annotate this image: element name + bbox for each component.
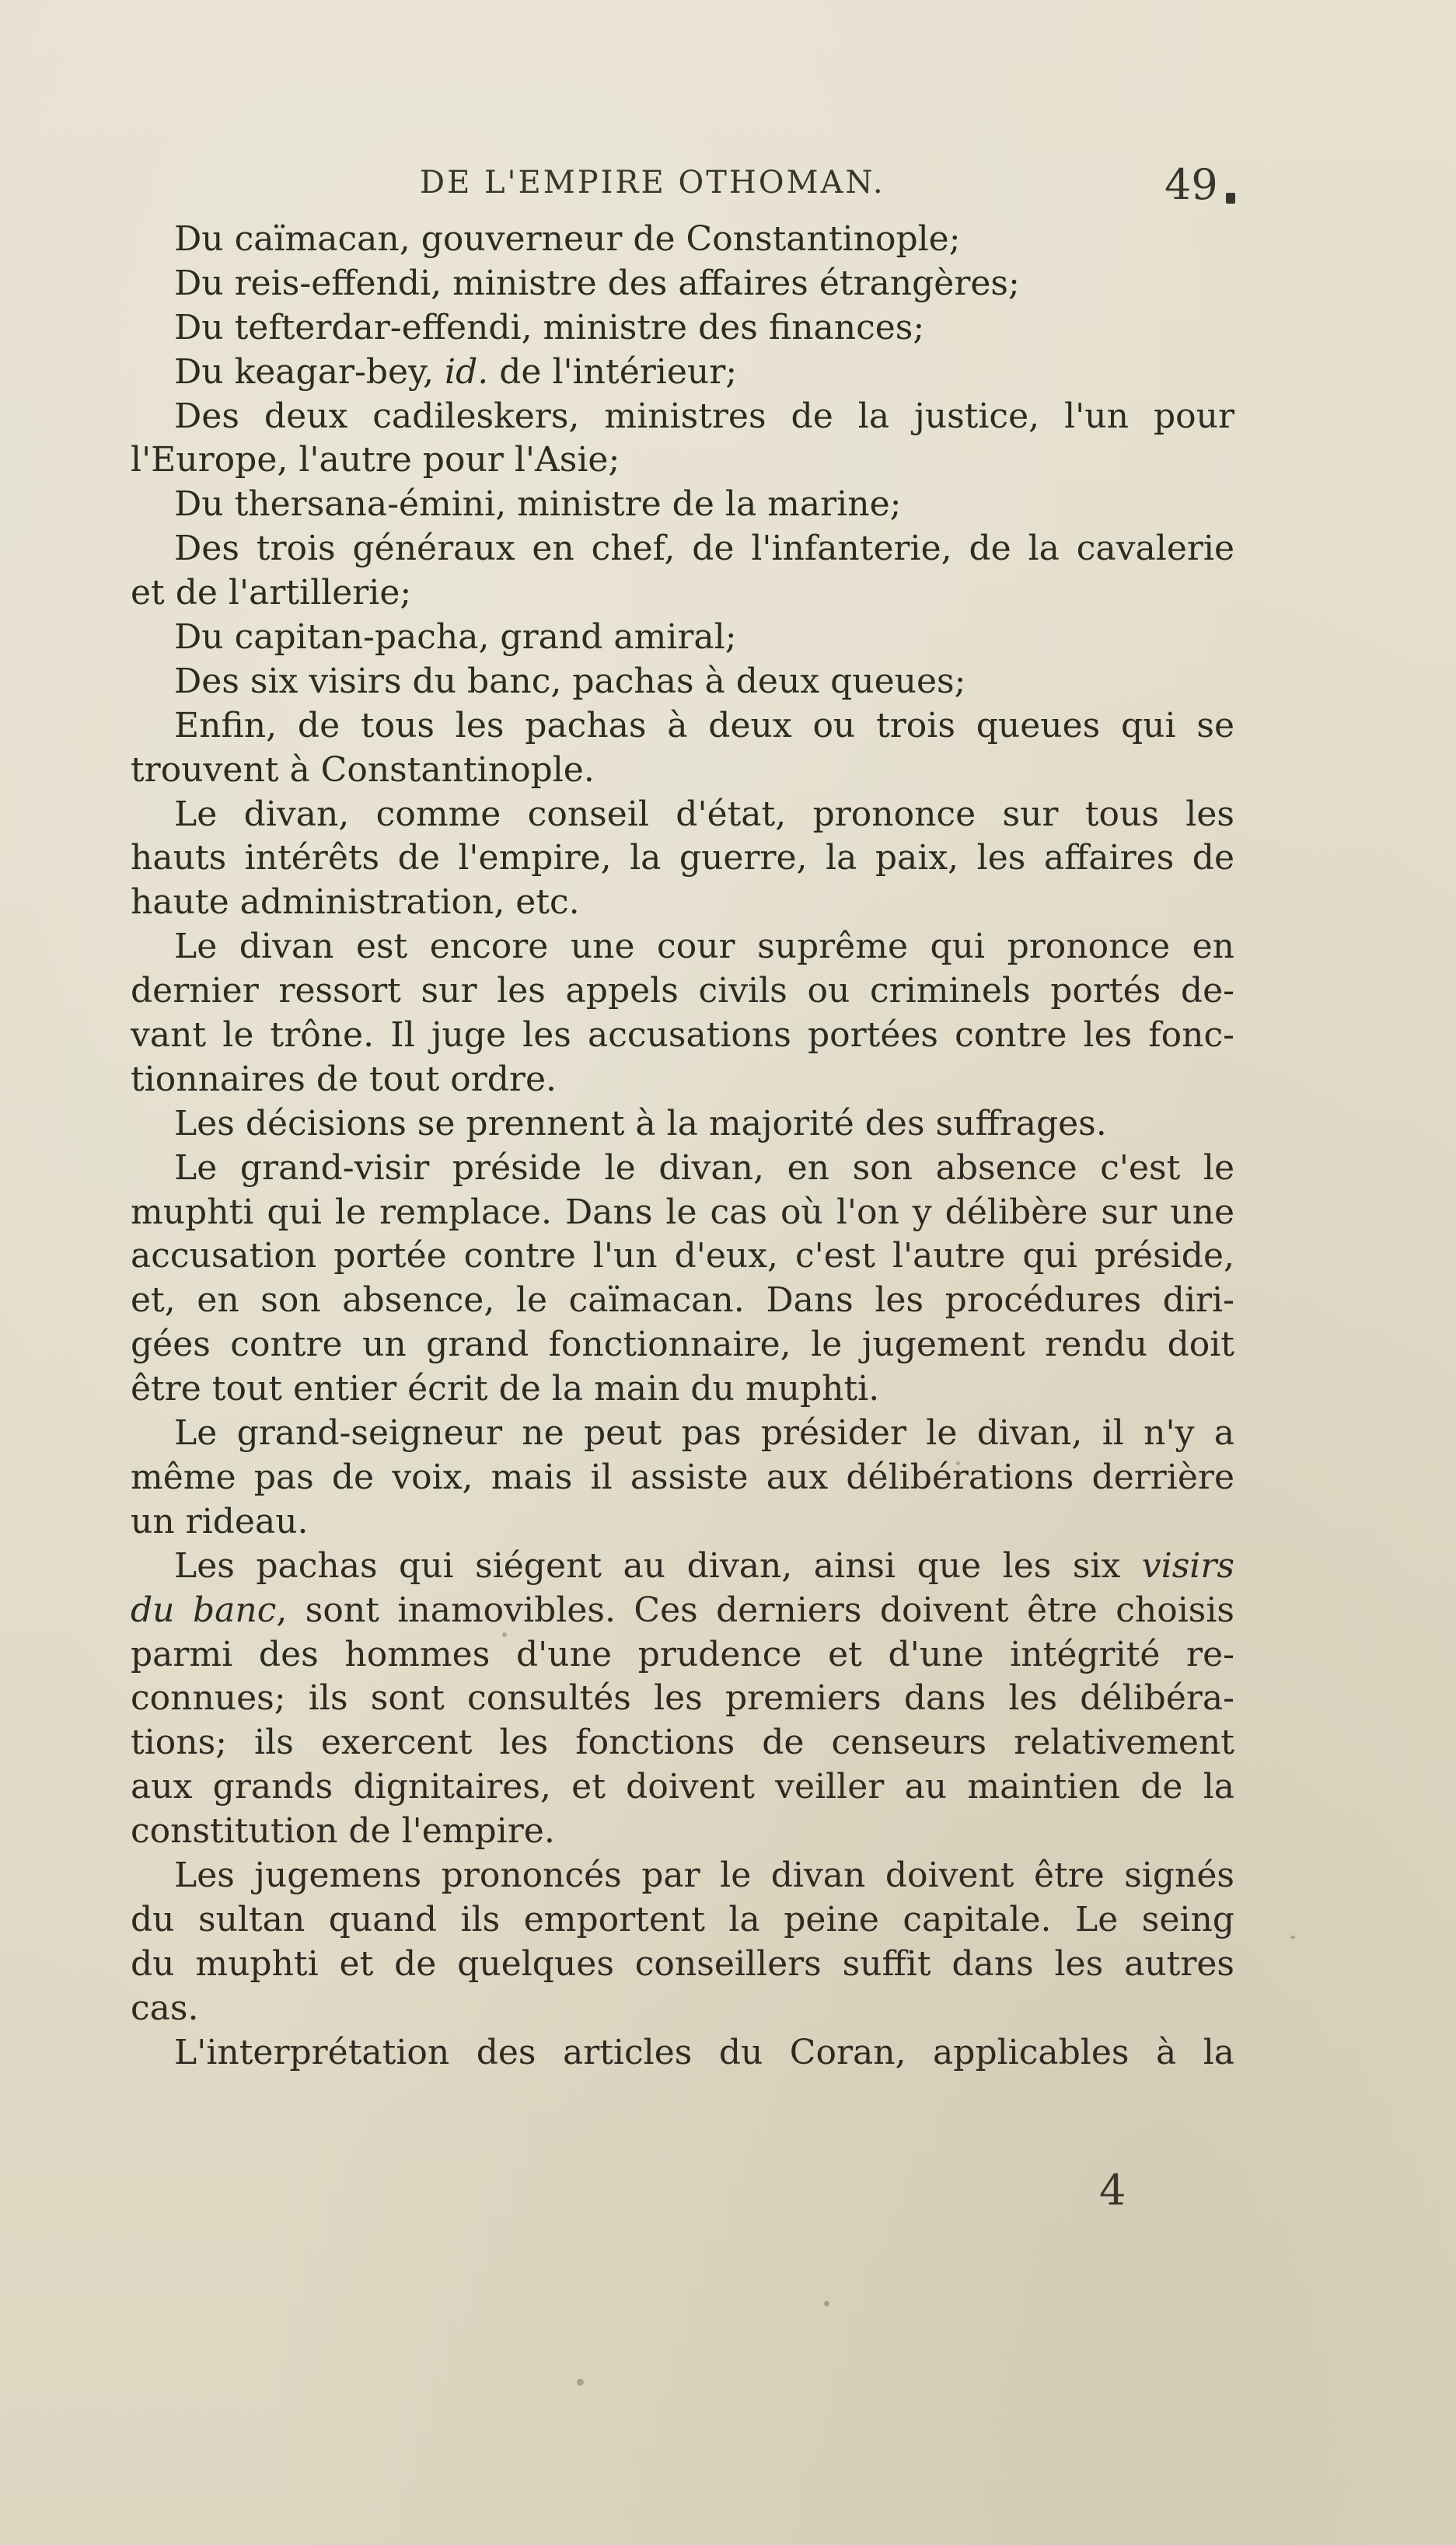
text-line: un rideau. [131,1501,309,1541]
text-line: muphti qui le remplace. Dans le cas où l'on y délibère sur une [131,1192,1234,1232]
text-line: et de l'artillerie; [131,573,412,613]
text-line: Des trois généraux en chef, de l'infanterie, de la cavalerie [174,529,1234,569]
text-line: du sultan quand ils emportent la peine capitale. Le seing [131,1899,1234,1939]
text-line: du banc, sont inamovibles. Ces derniers doivent être choisis [131,1590,1234,1630]
text-line: Du thersana-émini, ministre de la marine; [174,484,902,525]
body-text [131,218,1234,2075]
text-line: Enfin, de tous les pachas à deux ou trois queues qui se [174,705,1234,745]
text-line: haute administration, etc. [131,882,580,923]
text-line: L'interprétation des articles du Coran, applicables à la [174,2032,1234,2072]
text-line: dernier ressort sur les appels civils ou criminels portés de- [131,971,1234,1011]
text-line: du muphti et de quelques conseillers suffit dans les autres [131,1943,1234,1984]
running-head: DE L'EMPIRE OTHOMAN. [420,165,885,201]
text-line: Le grand-seigneur ne peut pas présider le divan, il n'y a [174,1413,1234,1454]
text-line: Du caïmacan, gouverneur de Constantinople; [174,219,961,259]
text-line: Les jugemens prononcés par le divan doivent être signés [174,1855,1234,1895]
ink-dot [1226,193,1235,204]
text-line: et, en son absence, le caïmacan. Dans les procédures diri- [131,1280,1234,1321]
text-line: cas. [131,1988,199,2028]
text-line: constitution de l'empire. [131,1811,555,1852]
text-line: Les décisions se prennent à la majorité des suffrages. [174,1103,1107,1143]
text-line: l'Europe, l'autre pour l'Asie; [131,440,620,480]
text-line: connues; ils sont consultés les premiers dans les délibéra- [131,1678,1234,1719]
page-number: 49 [1164,160,1218,209]
text-line: Le divan, comme conseil d'état, prononce sur tous les [174,794,1234,834]
text-line: hauts intérêts de l'empire, la guerre, la paix, les affaires de [131,838,1234,878]
signature-mark: 4 [1099,2166,1126,2215]
text-line: Le grand-visir préside le divan, en son absence c'est le [174,1147,1234,1188]
text-line: être tout entier écrit de la main du muphti. [131,1369,880,1409]
text-line: Les pachas qui siégent au divan, ainsi que les six visirs [174,1545,1234,1586]
text-line: parmi des hommes d'une prudence et d'une intégrité re- [131,1634,1234,1674]
text-line: Du capitan-pacha, grand amiral; [174,617,737,658]
text-line: même pas de voix, mais il assiste aux délibérations derrière [131,1457,1234,1497]
text-line: Le divan est encore une cour suprême qui prononce en [174,927,1234,967]
text-line: trouvent à Constantinople. [131,749,595,790]
text-line: aux grands dignitaires, et doivent veiller au maintien de la [131,1767,1234,1807]
text-line: Du keagar-bey, id. de l'intérieur; [174,351,738,392]
text-line: Du tefterdar-effendi, ministre des finances; [174,307,925,347]
text-line: vant le trône. Il juge les accusations portées contre les fonc- [131,1015,1234,1056]
text-line: Des deux cadileskers, ministres de la justice, l'un pour [174,396,1234,436]
text-line: gées contre un grand fonctionnaire, le jugement rendu doit [131,1325,1234,1365]
text-line: Des six visirs du banc, pachas à deux queues; [174,661,966,701]
text-line: tionnaires de tout ordre. [131,1059,557,1099]
text-line: accusation portée contre l'un d'eux, c'est l'autre qui préside, [131,1236,1234,1276]
text-line: tions; ils exercent les fonctions de censeurs relativement [131,1723,1234,1763]
text-line: Du reis-effendi, ministre des affaires étrangères; [174,263,1020,303]
